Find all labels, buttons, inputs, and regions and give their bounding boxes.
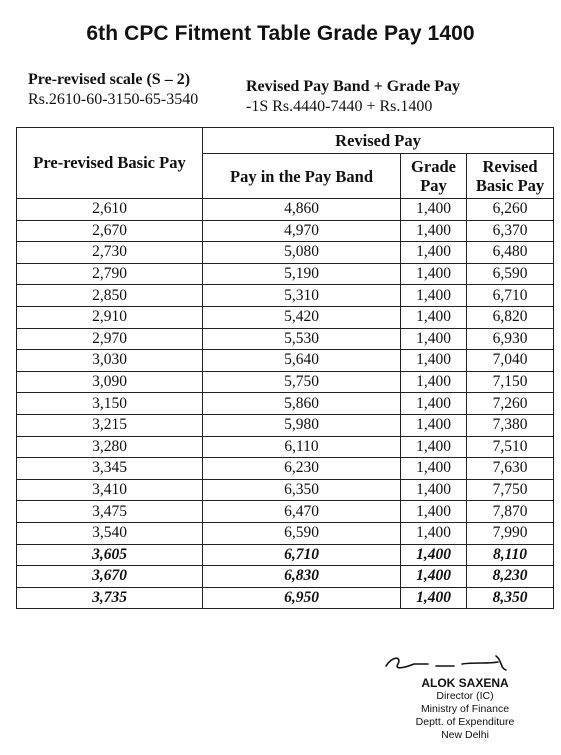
cell-grade: 1,400 [401,242,467,264]
cell-grade: 1,400 [401,350,467,372]
cell-band: 5,080 [203,242,401,264]
cell-band: 6,110 [203,436,401,458]
cell-band: 5,640 [203,350,401,372]
cell-band: 5,980 [203,414,401,436]
cell-revised: 6,930 [467,328,554,350]
cell-revised: 6,710 [467,285,554,307]
cell-revised: 7,630 [467,458,554,480]
header-pay-in-pay-band: Pay in the Pay Band [203,154,401,199]
cell-basic: 2,670 [17,220,203,242]
header-pre-revised-basic-pay: Pre-revised Basic Pay [17,128,203,199]
cell-grade: 1,400 [401,544,467,566]
cell-band: 6,830 [203,566,401,588]
revised-scale-value: -1S Rs.4440-7440 + Rs.1400 [246,98,433,115]
cell-band: 4,970 [203,220,401,242]
cell-grade: 1,400 [401,220,467,242]
cell-band: 6,470 [203,501,401,523]
cell-basic: 3,670 [17,566,203,588]
cell-basic: 2,610 [17,199,203,221]
cell-basic: 3,605 [17,544,203,566]
cell-basic: 3,215 [17,414,203,436]
cell-revised: 7,380 [467,414,554,436]
header-revised-basic-pay: Revised Basic Pay [467,154,554,199]
cell-revised: 6,370 [467,220,554,242]
cell-revised: 8,110 [467,544,554,566]
signature-block [390,677,540,742]
cell-revised: 7,040 [467,350,554,372]
cell-grade: 1,400 [401,566,467,588]
cell-grade: 1,400 [401,458,467,480]
table-row [17,501,554,523]
cell-band: 5,860 [203,393,401,415]
table-row [17,371,554,393]
cell-grade: 1,400 [401,414,467,436]
cell-grade: 1,400 [401,587,467,609]
cell-grade: 1,400 [401,436,467,458]
cell-grade: 1,400 [401,479,467,501]
signatory-department: Deptt. of Expenditure [415,716,515,728]
table-row [17,350,554,372]
cell-grade: 1,400 [401,393,467,415]
table-row [17,544,554,566]
table-row [17,458,554,480]
fitment-table [16,127,554,609]
cell-revised: 7,260 [467,393,554,415]
cell-band: 6,230 [203,458,401,480]
pre-revised-scale-value: Rs.2610-60-3150-65-3540 [28,91,199,108]
cell-basic: 2,910 [17,306,203,328]
table-row [17,220,554,242]
pre-revised-scale-block [28,70,198,110]
page-title: 6th CPC Fitment Table Grade Pay 1400 [86,22,475,45]
cell-revised: 6,590 [467,263,554,285]
table-row [17,436,554,458]
cell-band: 4,860 [203,199,401,221]
cell-band: 6,590 [203,522,401,544]
cell-basic: 3,475 [17,501,203,523]
cell-grade: 1,400 [401,328,467,350]
header-grade-pay: Grade Pay [401,154,467,199]
cell-band: 5,530 [203,328,401,350]
cell-band: 5,310 [203,285,401,307]
signatory-place: New Delhi [441,729,489,741]
signatory-name: ALOK SAXENA [421,676,509,690]
cell-revised: 8,350 [467,587,554,609]
table-row [17,242,554,264]
cell-revised: 6,480 [467,242,554,264]
pre-revised-scale-heading: Pre-revised scale (S – 2) [28,71,191,88]
cell-grade: 1,400 [401,306,467,328]
table-row [17,587,554,609]
cell-basic: 3,735 [17,587,203,609]
cell-basic: 2,850 [17,285,203,307]
table-row [17,566,554,588]
cell-band: 6,710 [203,544,401,566]
header-revised-pay: Revised Pay [203,128,554,154]
table-row [17,263,554,285]
table-row [17,393,554,415]
cell-basic: 3,540 [17,522,203,544]
table-row [17,414,554,436]
revised-scale-block [246,77,460,117]
table-row [17,199,554,221]
cell-band: 5,750 [203,371,401,393]
cell-grade: 1,400 [401,285,467,307]
table-row [17,285,554,307]
signatory-ministry: Ministry of Finance [420,703,510,715]
cell-band: 5,420 [203,306,401,328]
revised-scale-heading: Revised Pay Band + Grade Pay [246,78,461,95]
cell-grade: 1,400 [401,371,467,393]
cell-band: 5,190 [203,263,401,285]
cell-basic: 2,730 [17,242,203,264]
table-row [17,479,554,501]
cell-revised: 6,260 [467,199,554,221]
cell-revised: 7,150 [467,371,554,393]
table-row [17,522,554,544]
cell-basic: 2,790 [17,263,203,285]
cell-basic: 3,090 [17,371,203,393]
cell-revised: 7,870 [467,501,554,523]
cell-revised: 8,230 [467,566,554,588]
cell-basic: 3,410 [17,479,203,501]
cell-basic: 3,280 [17,436,203,458]
cell-grade: 1,400 [401,199,467,221]
cell-grade: 1,400 [401,522,467,544]
cell-band: 6,950 [203,587,401,609]
cell-grade: 1,400 [401,263,467,285]
cell-revised: 7,510 [467,436,554,458]
cell-basic: 2,970 [17,328,203,350]
cell-basic: 3,150 [17,393,203,415]
signatory-designation: Director (IC) [436,690,494,702]
table-row [17,306,554,328]
cell-band: 6,350 [203,479,401,501]
cell-basic: 3,345 [17,458,203,480]
cell-grade: 1,400 [401,501,467,523]
cell-revised: 7,990 [467,522,554,544]
cell-revised: 6,820 [467,306,554,328]
cell-revised: 7,750 [467,479,554,501]
cell-basic: 3,030 [17,350,203,372]
table-row [17,328,554,350]
fitment-table-body [17,199,554,609]
handwritten-signature-icon [380,642,520,676]
